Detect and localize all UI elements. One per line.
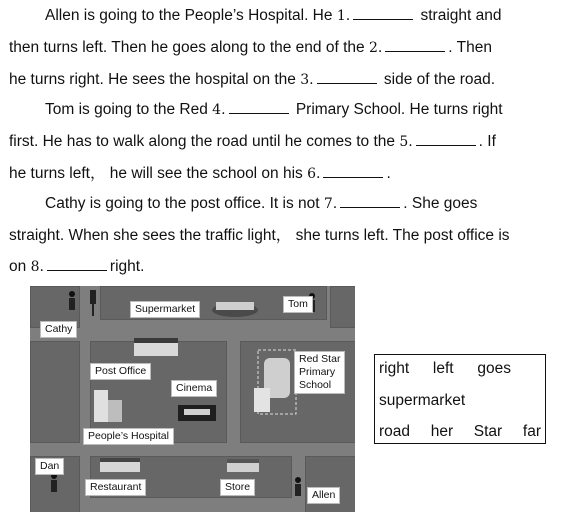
p2-line3: he turns left， he will see the school on his (9, 165, 303, 182)
dan-person-icon (48, 472, 60, 494)
p2-text-start: Tom is going to the Red (45, 101, 208, 118)
word-left: left (432, 360, 454, 377)
map-label-cathy: Cathy (40, 321, 77, 338)
map-label-school-line2: Primary (299, 366, 336, 378)
map-label-school-line3: School (299, 379, 332, 391)
allen-person-icon (292, 476, 304, 498)
p2-text-end: . (386, 165, 391, 182)
hospital-building-icon (90, 386, 126, 426)
p3-text-mid1: . She goes (403, 195, 478, 212)
word-bank-box (374, 354, 546, 444)
word-road: road (379, 423, 411, 440)
cathy-person-icon (66, 290, 78, 312)
word-bank-row-2 (379, 392, 541, 410)
p1-text-start: Allen is going to the People’s Hospital. He (45, 7, 333, 24)
store-building-icon (225, 458, 261, 476)
blank-7[interactable] (340, 193, 400, 208)
blank-number-4: 4. (212, 102, 226, 118)
map-label-school (294, 351, 345, 394)
p1-line2: then turns left. Then he goes along to the end of the (9, 39, 365, 56)
word-bank-row-3 (379, 423, 541, 441)
word-supermarket: supermarket (379, 392, 466, 409)
map-label-tom: Tom (283, 296, 313, 313)
blank-number-5: 5. (399, 134, 413, 150)
town-map (30, 286, 355, 512)
p1-text-mid2: . Then (448, 39, 492, 56)
map-label-store: Store (220, 479, 255, 496)
map-label-cinema: Cinema (171, 380, 217, 397)
word-bank-row-1 (379, 360, 511, 378)
blank-number-6: 6. (307, 166, 321, 182)
p1-text-end: side of the road. (383, 71, 496, 88)
map-label-supermarket: Supermarket (130, 301, 200, 318)
post-office-building-icon (132, 336, 180, 358)
map-block-left (30, 341, 80, 443)
map-label-hospital: People’s Hospital (83, 428, 174, 445)
p2-text-mid2: . If (478, 133, 496, 150)
p3-text-end: right. (109, 258, 145, 275)
paragraph-1 (9, 0, 569, 96)
blank-number-3: 3. (300, 72, 314, 88)
blank-2[interactable] (385, 37, 445, 52)
blank-number-2: 2. (368, 40, 383, 56)
map-label-restaurant: Restaurant (85, 479, 146, 496)
cinema-building-icon (176, 401, 218, 425)
p3-text-start: Cathy is going to the post office. It is not (45, 195, 320, 212)
blank-1[interactable] (353, 5, 413, 20)
blank-6[interactable] (323, 163, 383, 178)
p1-text-mid1: straight and (420, 7, 502, 24)
p2-line2: first. He has to walk along the road until he comes to the (9, 133, 395, 150)
paragraph-3 (9, 188, 569, 283)
word-star: Star (473, 423, 503, 440)
traffic-light-icon (88, 290, 98, 316)
map-block-top-right (330, 286, 355, 328)
supermarket-building-icon (210, 298, 260, 318)
blank-5[interactable] (416, 131, 476, 146)
blank-4[interactable] (229, 99, 289, 114)
map-label-post-office: Post Office (90, 363, 151, 380)
blank-number-1: 1. (336, 8, 351, 24)
blank-number-8: 8. (30, 259, 44, 275)
p2-text-mid1: Primary School. He turns right (295, 101, 503, 118)
word-her: her (430, 423, 454, 440)
blank-3[interactable] (317, 69, 377, 84)
paragraph-2 (9, 94, 569, 190)
p1-line3: he turns right. He sees the hospital on the (9, 71, 296, 88)
map-label-school-line1: Red Star (299, 353, 341, 365)
blank-8[interactable] (47, 256, 107, 271)
word-right: right (379, 360, 410, 377)
p3-line2: straight. When she sees the traffic light， she turns left. The post office is (9, 227, 510, 244)
word-goes: goes (477, 360, 511, 377)
p3-line3: on (9, 258, 27, 275)
map-label-allen: Allen (307, 487, 340, 504)
word-far: far (522, 423, 541, 440)
restaurant-building-icon (96, 456, 146, 476)
blank-number-7: 7. (323, 196, 338, 212)
map-label-dan: Dan (35, 458, 64, 475)
